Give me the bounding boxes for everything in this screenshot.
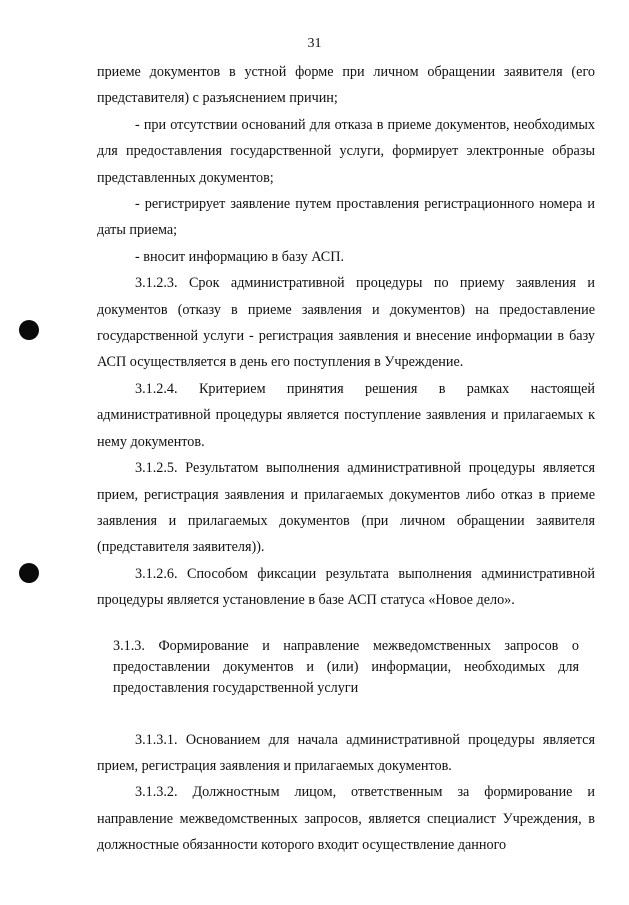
punch-hole [19,320,39,340]
paragraph: 3.1.2.3. Срок административной процедуры по приему заявления и документов (отказу в приеме заявления и документов) на предоставление государственной услуги - регистрация заявления и внесение информации в базу АСП осуществляется в день его поступления в Учреждение. [97,275,595,371]
paragraph: 3.1.2.6. Способом фиксации результата выполнения административной процедуры является установление в базе АСП статуса «Новое дело». [97,565,595,609]
punch-hole [19,563,39,583]
paragraph: 3.1.2.5. Результатом выполнения административной процедуры является прием, регистрация заявления и прилагаемых документов либо отказ в приеме заявления и прилагаемых документов (при личном обращении заявителя (представителя заявителя)). [97,460,595,556]
paragraph: - регистрирует заявление путем проставления регистрационного номера и даты приема; [97,196,595,239]
paragraph: - вносит информацию в базу АСП. [135,248,345,265]
paragraph: 3.1.3.2. Должностным лицом, ответственным за формирование и направление межведомственных запросов, является специалист Учреждения, в должностные обязанности которого входит осуществление данного [97,784,595,854]
paragraph: 3.1.2.4. Критерием принятия решения в рамках настоящей административной процедуры является поступление заявления и прилагаемых к нему документов. [97,380,595,450]
section-heading: 3.1.3. Формирование и направление межведомственных запросов о предоставлении документов и (или) информации, необходимых для предоставления государственной услуги [113,637,579,696]
paragraph: - при отсутствии оснований для отказа в приеме документов, необходимых для предоставления государственной услуги, формирует электронные образы представленных документов; [97,116,595,186]
page-number: 31 [307,36,322,51]
paragraph: приеме документов в устной форме при личном обращении заявителя (его представителя) с разъяснением причин; [97,64,595,107]
document-body [97,59,595,859]
paragraph: 3.1.3.1. Основанием для начала административной процедуры является прием, регистрация заявления и прилагаемых документов. [97,731,595,774]
